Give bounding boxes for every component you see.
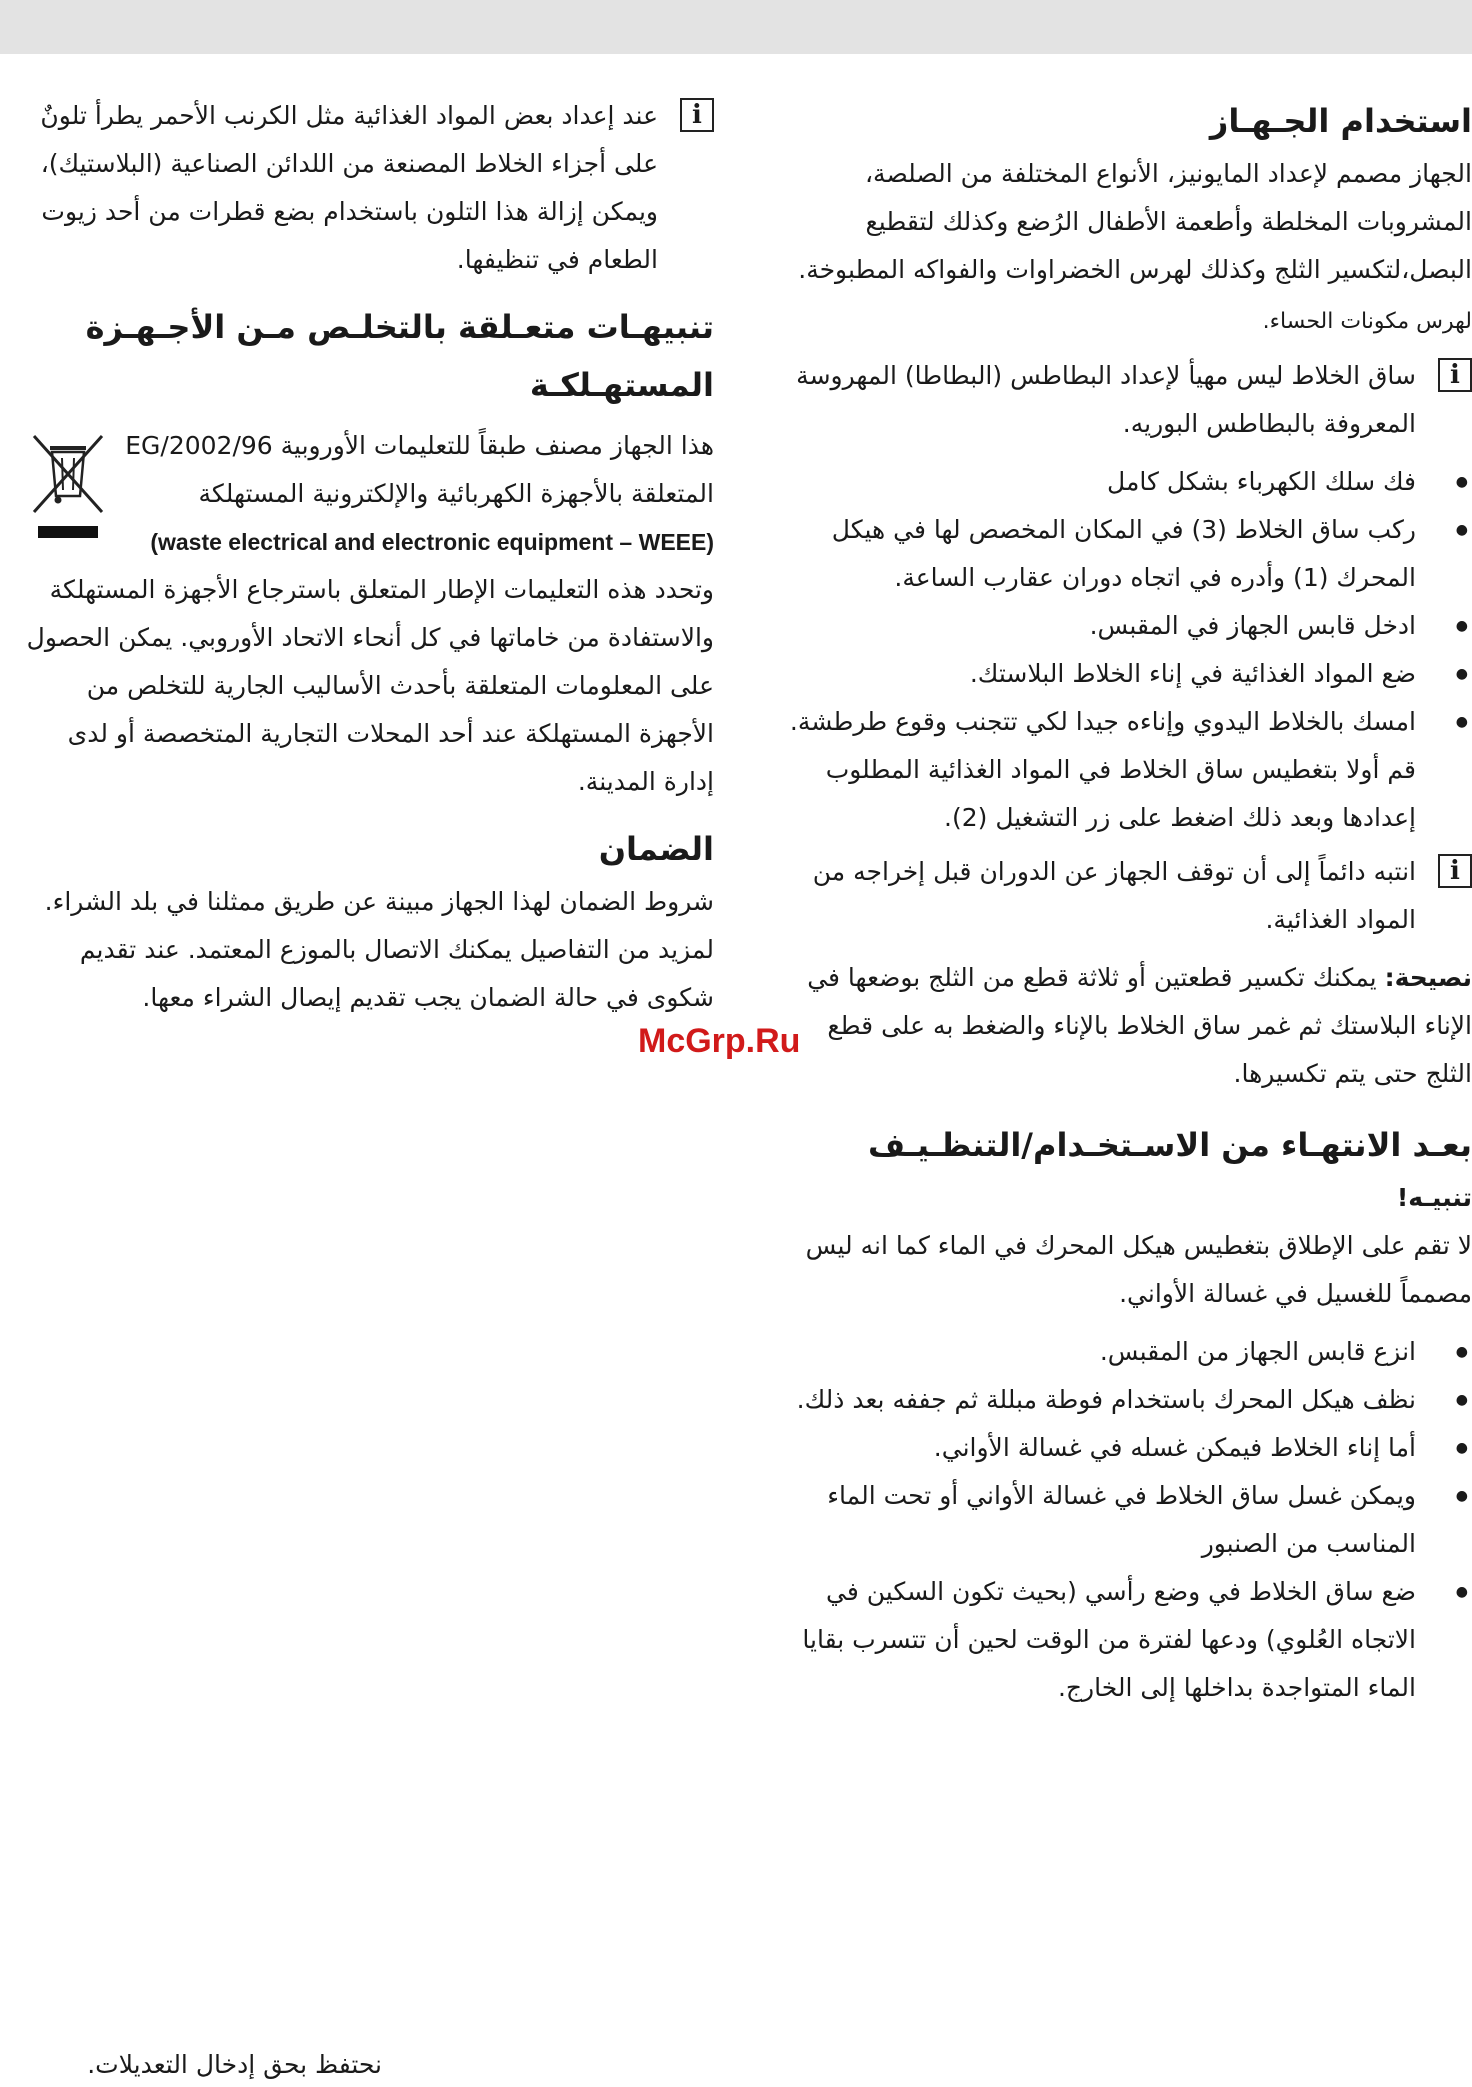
weee-text: هذا الجهاز مصنف طبقاً للتعليمات الأوروبية 2002/96/EG المتعلقة بالأجهزة الكهربائية والإلكترونية المستهلكة: [125, 431, 714, 508]
use-steps-list: [774, 458, 1472, 842]
footer-note: نحتفظ بحق إدخال التعديلات.: [87, 2050, 382, 2079]
info-icon: i: [680, 98, 714, 132]
use-heading: استخدام الجـهـاز: [1209, 102, 1472, 140]
list-item: ● ضع المواد الغذائية في إناء الخلاط البلاستك.: [774, 650, 1472, 698]
list-item: ● فك سلك الكهرباء بشكل كامل: [774, 458, 1472, 506]
caution-label: تنبيـه!: [1396, 1183, 1472, 1212]
list-item: ● ضع ساق الخلاط في وضع رأسي (بحيث تكون السكين في الاتجاه العُلوي) ودعها لفترة من الوقت لحين أن تتسرب بقايا الماء المتواجدة بداخلها إلى الخارج.: [774, 1568, 1472, 1712]
disposal-heading: تنبيهـات متعـلقة بالتخلـص مـن الأجـهـزة المستهـلكـة: [85, 308, 714, 404]
warranty-heading: الضمان: [598, 830, 714, 868]
list-item: ● نظف هيكل المحرك باستخدام فوطة مبللة ثم جففه بعد ذلك.: [774, 1376, 1472, 1424]
info-note-coloring-text: عند إعداد بعض المواد الغذائية مثل الكرنب الأحمر يطرأ تلونٌ على أجزاء الخلاط المصنعة من اللدائن الصناعية (البلاستيك)، ويمكن إزالة هذا التلون باستخدام بضع قطرات من أحد زيوت الطعام في تنظيفها.: [40, 101, 658, 274]
caution-text: لا تقم على الإطلاق بتغطيس هيكل المحرك في الماء كما انه ليس مصمماً للغسيل في غسالة الأواني.: [805, 1231, 1472, 1308]
list-item: ● ويمكن غسل ساق الخلاط في غسالة الأواني أو تحت الماء المناسب من الصنبور: [774, 1472, 1472, 1568]
info-note-stop-text: انتبه دائماً إلى أن توقف الجهاز عن الدوران قبل إخراجه من المواد الغذائية.: [812, 857, 1416, 934]
tip-label: نصيحة:: [1384, 963, 1472, 992]
cleaning-heading: بعـد الانتهـاء من الاسـتخـدام/التنظـيـف: [867, 1126, 1472, 1164]
left-column: [24, 92, 714, 1022]
info-note-potato: [774, 352, 1472, 448]
soup-note: لهرس مكونات الحساء.: [1262, 309, 1472, 334]
use-intro: الجهاز مصمم لإعداد المايونيز، الأنواع المختلفة من الصلصة، المشروبات المخلطة وأطعمة الأطفال الرُضع وكذلك لتقطيع البصل،لتكسير الثلج وكذلك لهرس الخضراوات والفواكه المطبوخة.: [798, 159, 1472, 284]
info-icon: i: [1438, 358, 1472, 392]
watermark: McGrp.Ru: [638, 1022, 801, 1060]
info-note-potato-text: ساق الخلاط ليس مهيأ لإعداد البطاطس (البطاطا) المهروسة المعروفة بالبطاطس البوريه.: [796, 361, 1416, 438]
warranty-body: شروط الضمان لهذا الجهاز مبينة عن طريق ممثلنا في بلد الشراء. لمزيد من التفاصيل يمكنك الاتصال بالموزع المعتمد. عند تقديم شكوى في حالة الضمان يجب تقديم إيصال الشراء معها.: [44, 887, 714, 1012]
info-note-stop: [774, 848, 1472, 944]
cleaning-steps-list: [774, 1328, 1472, 1712]
weee-english: (waste electrical and electronic equipment – WEEE): [150, 529, 714, 555]
list-item: ● امسك بالخلاط اليدوي وإناءه جيدا لكي تتجنب وقوع طرطشة. قم أولا بتغطيس ساق الخلاط في المواد الغذائية المطلوب إعدادها وبعد ذلك اضغط على زر التشغيل (2).: [774, 698, 1472, 842]
tip-paragraph: [774, 954, 1472, 1098]
crossed-bin-icon: [28, 432, 108, 542]
weee-block: [24, 422, 714, 518]
list-item: ● ادخل قابس الجهاز في المقبس.: [774, 602, 1472, 650]
list-item: ● أما إناء الخلاط فيمكن غسله في غسالة الأواني.: [774, 1424, 1472, 1472]
info-note-coloring: [24, 92, 714, 284]
top-bar: [0, 0, 1472, 54]
info-icon: i: [1438, 854, 1472, 888]
list-item: ● ركب ساق الخلاط (3) في المكان المخصص لها في هيكل المحرك (1) وأدره في اتجاه دوران عقارب الساعة.: [774, 506, 1472, 602]
tip-text: يمكنك تكسير قطعتين أو ثلاثة قطع من الثلج بوضعها في الإناء البلاستك ثم غمر ساق الخلاط بالإناء والضغط به على قطع الثلج حتى يتم تكسيرها.: [807, 963, 1472, 1088]
disposal-body: وتحدد هذه التعليمات الإطار المتعلق باسترجاع الأجهزة المستهلكة والاستفادة من خاماتها في كل أنحاء الاتحاد الأوروبي. يمكن الحصول على المعلومات المتعلقة بأحدث الأساليب الجارية للتخلص من الأجهزة المستهلكة عند أحد المحلات التجارية المتخصصة أو لدى إدارة المدينة.: [26, 575, 714, 796]
right-column: [774, 92, 1472, 1718]
list-item: ● انزع قابس الجهاز من المقبس.: [774, 1328, 1472, 1376]
